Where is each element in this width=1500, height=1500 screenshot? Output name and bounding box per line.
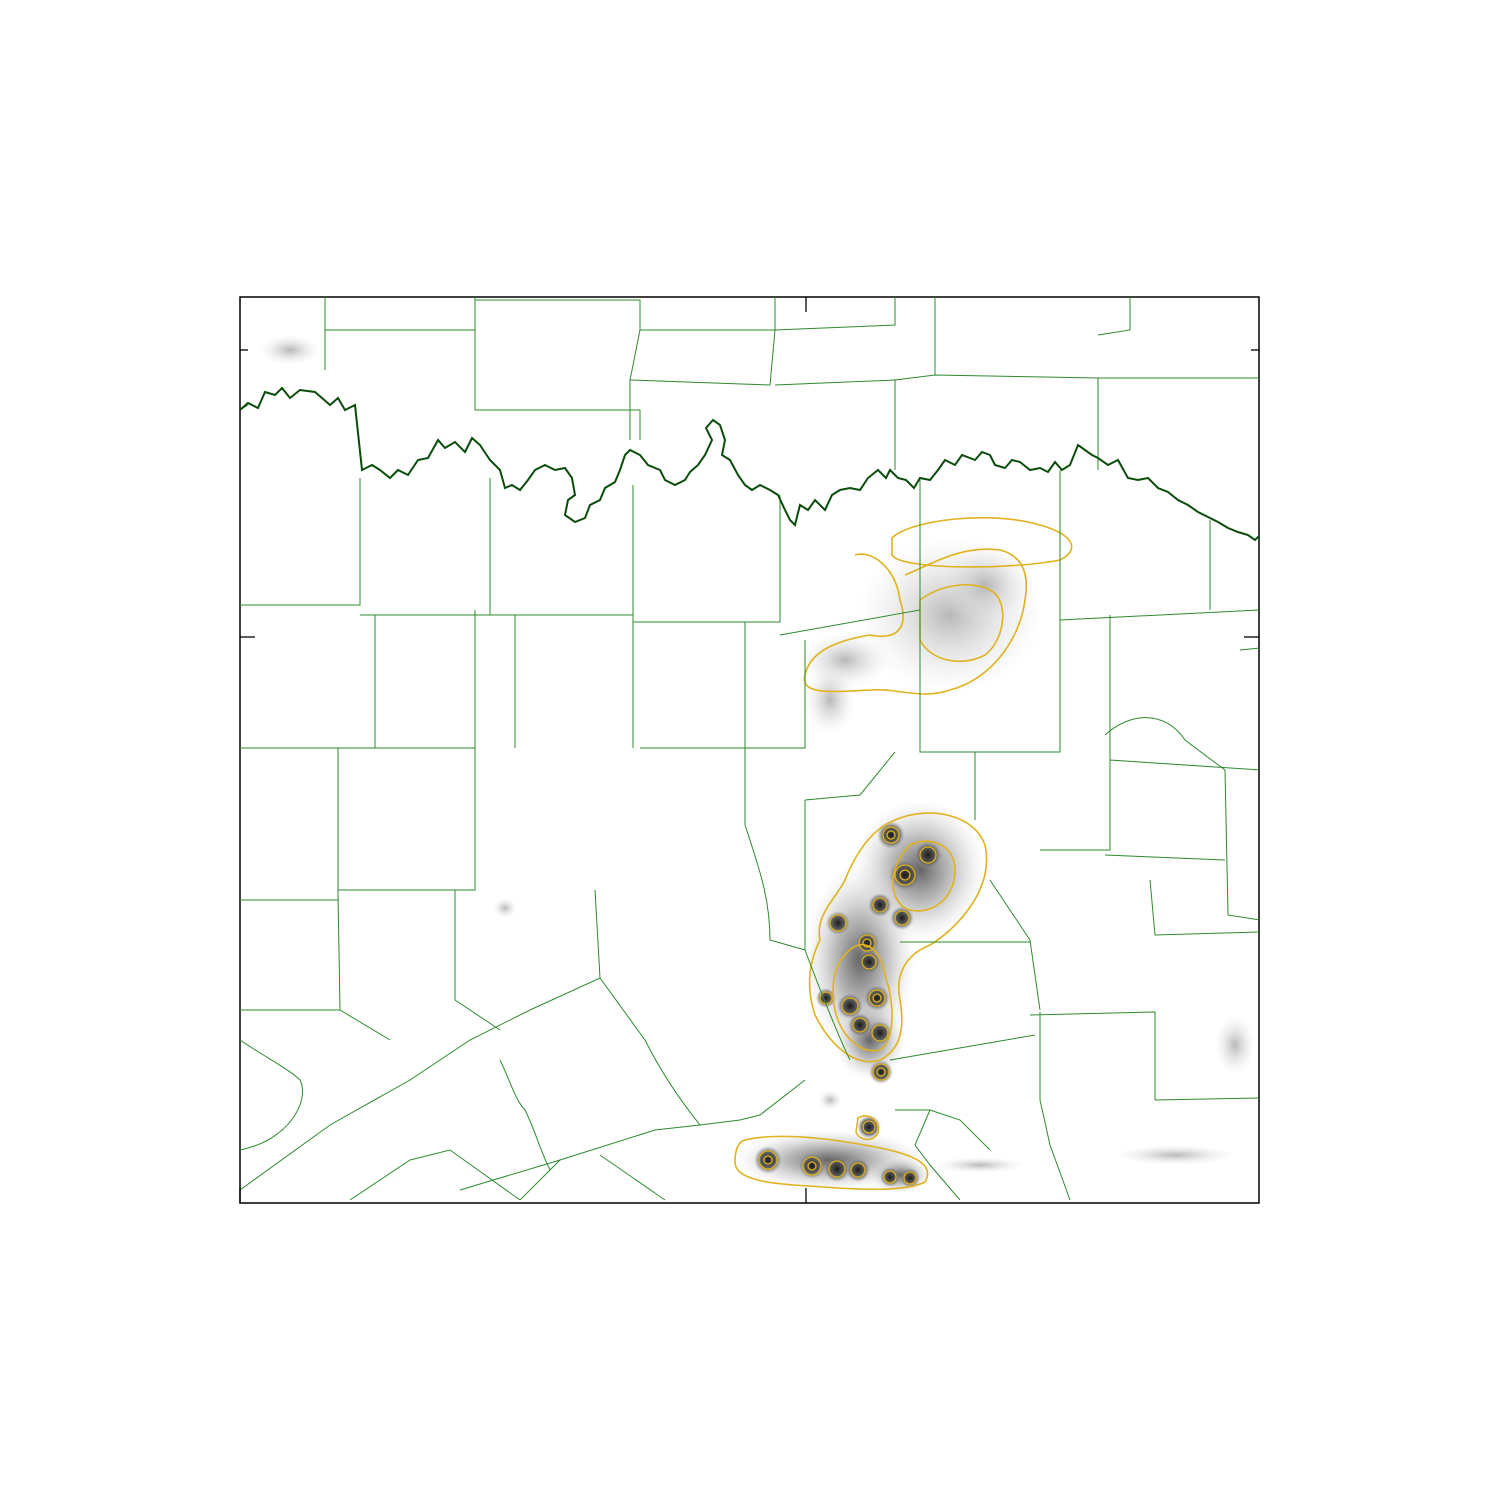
plot-frame (240, 297, 1259, 1203)
